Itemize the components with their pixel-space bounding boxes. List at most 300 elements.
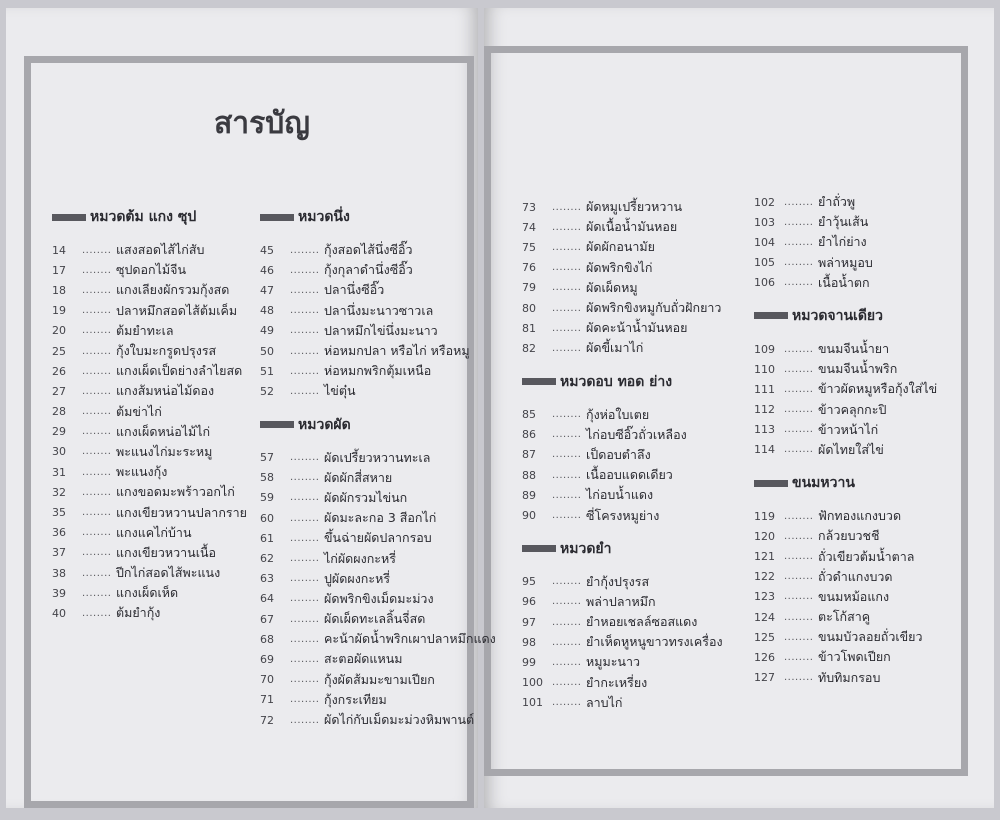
toc-entry (754, 627, 937, 647)
recipe-name: ไก่อบน้ำแดง (586, 487, 654, 503)
recipe-name: ขึ้นฉ่ายผัดปลากรอบ (324, 530, 432, 546)
toc-entry (260, 548, 496, 568)
page-number: 69 (260, 652, 274, 666)
toc-entry (260, 508, 496, 528)
toc-entry (260, 361, 496, 381)
recipe-name: ต้มข่าไก่ (116, 403, 162, 419)
leader-dots: ........ (82, 426, 112, 438)
recipe-name: ผัดเนื้อน้ำมันหอย (586, 219, 678, 235)
page-number: 75 (522, 240, 536, 254)
recipe-name: ข้าวหน้าไก่ (818, 421, 879, 437)
toc-entry (522, 485, 723, 505)
leader-dots: ........ (290, 325, 320, 337)
toc-entry (260, 649, 496, 669)
toc-entry (260, 260, 496, 280)
recipe-name: ขนมจีนน้ำยา (818, 341, 890, 357)
leader-dots: ........ (82, 284, 112, 296)
page-number: 30 (52, 445, 66, 459)
page-number: 18 (52, 283, 66, 297)
page-number: 19 (52, 304, 66, 318)
page-number: 89 (522, 488, 536, 502)
recipe-name: กุ้งใบมะกรูดปรุงรส (116, 343, 217, 359)
leader-dots: ........ (552, 576, 582, 588)
category-label: หมวดจานเดียว (792, 307, 883, 324)
recipe-name: ปลานึ่งซีอิ๊ว (324, 282, 385, 298)
page-number: 97 (522, 615, 536, 629)
recipe-name: ขนมบัวลอยถั่วเขียว (818, 629, 923, 645)
leader-dots: ........ (784, 631, 814, 643)
toc-entry (52, 563, 247, 583)
page-number: 76 (522, 261, 536, 275)
page-number: 74 (522, 220, 536, 234)
toc-entry (754, 526, 937, 546)
leader-dots: ........ (82, 406, 112, 418)
toc-entry (522, 693, 723, 713)
leader-dots: ........ (784, 551, 814, 563)
page-number: 121 (754, 550, 775, 564)
page-number: 63 (260, 572, 274, 586)
recipe-name: กล้วยบวชชี (818, 528, 880, 544)
toc-entry (52, 523, 247, 543)
toc-entry (260, 468, 496, 488)
recipe-name: ผัดพริกขิงไก่ (586, 259, 653, 275)
recipe-name: แกงเผ็ดเป็ดย่างลำไยสด (116, 363, 243, 379)
recipe-name: ไก่ผัดผงกะหรี่ (324, 550, 396, 566)
recipe-name: แกงเผ็ดเห็ด (116, 585, 179, 601)
leader-dots: ........ (82, 264, 112, 276)
leader-dots: ........ (552, 201, 582, 213)
recipe-name: ผัดไก่กับเม็ดมะม่วงหิมพานต์ (324, 712, 475, 728)
toc-entry (260, 569, 496, 589)
category-heading (260, 416, 496, 434)
toc-column-4 (754, 192, 937, 688)
recipe-name: ผัดเผ็ดทะเลลิ้นจี่สด (324, 611, 426, 627)
toc-entry (52, 502, 247, 522)
page-number: 106 (754, 276, 775, 290)
page-number: 72 (260, 713, 274, 727)
page-number: 71 (260, 693, 274, 707)
toc-entry (754, 400, 937, 420)
page-number: 50 (260, 344, 274, 358)
toc-entry (522, 592, 723, 612)
recipe-name: แกงเขียวหวานเนื้อ (116, 544, 217, 560)
page-number: 32 (52, 485, 66, 499)
page-number: 60 (260, 511, 274, 525)
page-number: 49 (260, 324, 274, 338)
page-number: 38 (52, 566, 66, 580)
leader-dots: ........ (552, 302, 582, 314)
leader-dots: ........ (784, 196, 814, 208)
toc-entry (754, 506, 937, 526)
recipe-name: ผัดเปรี้ยวหวานทะเล (324, 449, 431, 465)
recipe-name: พล่าปลาหมึก (586, 593, 656, 609)
leader-dots: ........ (290, 472, 320, 484)
recipe-name: ยำเห็ดหูหนูขาวทรงเครื่อง (586, 634, 723, 650)
page-number: 123 (754, 590, 775, 604)
toc-entry (522, 465, 723, 485)
page-number: 20 (52, 324, 66, 338)
recipe-name: ถั่วดำแกงบวด (818, 568, 893, 584)
page-number: 47 (260, 283, 274, 297)
toc-entry (52, 341, 247, 361)
page-number: 36 (52, 526, 66, 540)
recipe-name: ผัดผักสี่สหาย (324, 469, 393, 485)
leader-dots: ........ (784, 672, 814, 684)
page-number: 86 (522, 428, 536, 442)
category-heading (260, 208, 496, 226)
leader-dots: ........ (784, 424, 814, 436)
toc-entry (52, 260, 247, 280)
recipe-name: ผัดผักรวมไข่นก (324, 489, 408, 505)
recipe-name: ไก่อบซีอิ๊วถั่วเหลือง (586, 426, 687, 442)
toc-entry (260, 528, 496, 548)
toc-entry (754, 273, 937, 293)
page-number: 57 (260, 451, 274, 465)
leader-dots: ........ (290, 305, 320, 317)
toc-entry (522, 237, 723, 257)
recipe-name: ผัดเผ็ดหมู (586, 279, 638, 295)
category-heading (52, 208, 247, 226)
recipe-name: ยำกะเหรี่ยง (586, 674, 648, 690)
toc-entry (754, 212, 937, 232)
leader-dots: ........ (784, 277, 814, 289)
leader-dots: ........ (82, 587, 112, 599)
page-number: 119 (754, 509, 775, 523)
leader-dots: ........ (82, 325, 112, 337)
page-number: 90 (522, 509, 536, 523)
leader-dots: ........ (552, 596, 582, 608)
leader-dots: ........ (82, 244, 112, 256)
recipe-name: กุ้งห่อใบเตย (586, 406, 650, 422)
toc-entry (522, 258, 723, 278)
leader-dots: ........ (290, 264, 320, 276)
toc-entry (260, 609, 496, 629)
toc-entry (754, 253, 937, 273)
page-number: 88 (522, 468, 536, 482)
leader-dots: ........ (552, 469, 582, 481)
recipe-name: ห่อหมกปลา หรือไก่ หรือหมู (324, 343, 470, 359)
page-number: 81 (522, 321, 536, 335)
page-number: 80 (522, 301, 536, 315)
toc-entry (754, 647, 937, 667)
recipe-name: ข้าวโพดเปียก (818, 649, 891, 665)
recipe-name: ขนมหม้อแกง (818, 588, 890, 604)
category-heading (754, 474, 937, 492)
recipe-name: ปลานึ่งมะนาวซาวเล (324, 302, 434, 318)
leader-dots: ........ (82, 547, 112, 559)
leader-dots: ........ (82, 486, 112, 498)
leader-dots: ........ (290, 613, 320, 625)
toc-entry (754, 232, 937, 252)
recipe-name: ข้าวผัดหมูหรือกุ้งใส่ไข่ (818, 381, 938, 397)
leader-dots: ........ (552, 616, 582, 628)
page-number: 99 (522, 655, 536, 669)
leader-dots: ........ (784, 591, 814, 603)
leader-dots: ........ (290, 244, 320, 256)
toc-entry (52, 442, 247, 462)
leader-dots: ........ (784, 236, 814, 248)
page-number: 61 (260, 531, 274, 545)
leader-dots: ........ (552, 262, 582, 274)
page-number: 26 (52, 364, 66, 378)
recipe-name: ผัดพริกขิงเม็ดมะม่วง (324, 590, 434, 606)
page-number: 31 (52, 465, 66, 479)
leader-dots: ........ (784, 510, 814, 522)
recipe-name: สะตอผัดแหนม (324, 651, 403, 667)
toc-entry (52, 543, 247, 563)
page-number: 110 (754, 362, 775, 376)
page-number: 111 (754, 382, 775, 396)
recipe-name: ผัดมะละกอ 3 สีอกไก่ (324, 510, 437, 526)
toc-entry (52, 583, 247, 603)
leader-dots: ........ (552, 656, 582, 668)
recipe-name: ต้มยำทะเล (116, 322, 174, 338)
leader-dots: ........ (552, 221, 582, 233)
recipe-name: หมูมะนาว (586, 654, 641, 670)
toc-entry (260, 589, 496, 609)
toc-entry (260, 488, 496, 508)
toc-entry (52, 301, 247, 321)
recipe-name: ถั่วเขียวต้มน้ำตาล (818, 548, 915, 564)
leader-dots: ........ (784, 257, 814, 269)
recipe-name: ลาบไก่ (586, 694, 623, 710)
page-number: 87 (522, 448, 536, 462)
page-number: 124 (754, 610, 775, 624)
toc-entry (52, 422, 247, 442)
recipe-name: ผัดหมูเปรี้ยวหวาน (586, 199, 683, 215)
page-number: 58 (260, 471, 274, 485)
category-bar-icon (522, 378, 556, 385)
toc-entry (754, 379, 937, 399)
leader-dots: ........ (82, 305, 112, 317)
recipe-name: ไข่ตุ๋น (324, 383, 356, 399)
page-number: 64 (260, 592, 274, 606)
recipe-name: ปูผัดผงกะหรี่ (324, 570, 391, 586)
leader-dots: ........ (290, 593, 320, 605)
page-number: 105 (754, 256, 775, 270)
leader-dots: ........ (552, 429, 582, 441)
leader-dots: ........ (290, 553, 320, 565)
recipe-name: พล่าหมูอบ (818, 254, 873, 270)
category-bar-icon (522, 545, 556, 552)
page-number: 82 (522, 341, 536, 355)
page-number: 126 (754, 650, 775, 664)
leader-dots: ........ (552, 489, 582, 501)
toc-entry (52, 482, 247, 502)
leader-dots: ........ (290, 512, 320, 524)
recipe-name: ยำวุ้นเส้น (818, 214, 869, 230)
page-number: 85 (522, 408, 536, 422)
leader-dots: ........ (784, 611, 814, 623)
recipe-name: ผัดพริกขิงหมูกับถั่วฝักยาว (586, 300, 722, 316)
leader-dots: ........ (290, 633, 320, 645)
recipe-name: ปลาหมึกสอดไส้ต้มเค็ม (116, 302, 238, 318)
page-number: 39 (52, 586, 66, 600)
toc-entry (260, 710, 496, 730)
page-number: 120 (754, 529, 775, 543)
recipe-name: ยำไก่ย่าง (818, 234, 867, 250)
leader-dots: ........ (290, 532, 320, 544)
page-number: 14 (52, 243, 66, 257)
page-number: 27 (52, 384, 66, 398)
category-bar-icon (754, 312, 788, 319)
recipe-name: แกงขอดมะพร้าวอกไก่ (116, 484, 235, 500)
page-number: 37 (52, 546, 66, 560)
leader-dots: ........ (552, 322, 582, 334)
page-number: 67 (260, 612, 274, 626)
leader-dots: ........ (82, 607, 112, 619)
toc-entry (260, 381, 496, 401)
recipe-name: ยำกุ้งปรุงรส (586, 573, 650, 589)
leader-dots: ........ (82, 466, 112, 478)
page-number: 104 (754, 235, 775, 249)
category-heading (754, 307, 937, 325)
page-number: 79 (522, 281, 536, 295)
toc-entry (260, 448, 496, 468)
toc-column-2 (260, 208, 496, 730)
leader-dots: ........ (82, 345, 112, 357)
recipe-name: พะแนงไก่มะระหมู (116, 443, 213, 459)
page-number: 98 (522, 635, 536, 649)
leader-dots: ........ (290, 345, 320, 357)
page-number: 48 (260, 304, 274, 318)
toc-entry (522, 298, 723, 318)
leader-dots: ........ (290, 365, 320, 377)
leader-dots: ........ (290, 573, 320, 585)
recipe-name: เนื้อน้ำตก (818, 274, 870, 290)
page-number: 28 (52, 405, 66, 419)
page-number: 122 (754, 570, 775, 584)
toc-entry (522, 278, 723, 298)
recipe-name: กุ้งสอดไส้นึ่งซีอิ๊ว (324, 242, 413, 258)
leader-dots: ........ (290, 674, 320, 686)
leader-dots: ........ (290, 694, 320, 706)
toc-entry (754, 192, 937, 212)
page-number: 112 (754, 403, 775, 417)
toc-entry (52, 402, 247, 422)
toc-entry (522, 632, 723, 652)
leader-dots: ........ (552, 409, 582, 421)
page-number: 70 (260, 673, 274, 687)
toc-entry (522, 445, 723, 465)
recipe-name: เนื้ออบแดดเดียว (586, 467, 673, 483)
toc-entry (260, 341, 496, 361)
page-number: 25 (52, 344, 66, 358)
toc-entry (754, 587, 937, 607)
page-number: 100 (522, 676, 543, 690)
leader-dots: ........ (552, 282, 582, 294)
toc-entry (522, 338, 723, 358)
page-number: 109 (754, 342, 775, 356)
recipe-name: ซุปดอกไม้จีน (116, 262, 187, 278)
page-number: 73 (522, 200, 536, 214)
toc-entry (260, 629, 496, 649)
toc-entry (754, 567, 937, 587)
page-number: 96 (522, 595, 536, 609)
page-title: สารบัญ (214, 106, 310, 141)
leader-dots: ........ (784, 383, 814, 395)
toc-entry (754, 359, 937, 379)
toc-column-1 (52, 208, 247, 624)
toc-entry (260, 690, 496, 710)
leader-dots: ........ (82, 385, 112, 397)
category-label: หมวดยำ (560, 540, 612, 557)
category-bar-icon (754, 480, 788, 487)
page-number: 45 (260, 243, 274, 257)
category-label: หมวดนึ่ง (298, 209, 350, 225)
toc-entry (522, 572, 723, 592)
page-number: 17 (52, 263, 66, 277)
toc-entry (754, 607, 937, 627)
toc-entry (754, 546, 937, 566)
leader-dots: ........ (552, 697, 582, 709)
recipe-name: ต้มยำกุ้ง (116, 605, 161, 621)
page-number: 95 (522, 575, 536, 589)
toc-column-3 (522, 197, 723, 713)
page-number: 62 (260, 552, 274, 566)
toc-entry (522, 612, 723, 632)
leader-dots: ........ (290, 452, 320, 464)
toc-entry (522, 425, 723, 445)
category-label: ขนมหวาน (792, 475, 855, 492)
recipe-name: ยำหอยเชลล์ซอสแดง (586, 614, 698, 630)
recipe-name: แกงเขียวหวานปลากราย (116, 504, 247, 520)
toc-entry (522, 197, 723, 217)
page-number: 102 (754, 195, 775, 209)
leader-dots: ........ (784, 404, 814, 416)
leader-dots: ........ (784, 530, 814, 542)
leader-dots: ........ (552, 677, 582, 689)
leader-dots: ........ (784, 343, 814, 355)
leader-dots: ........ (290, 284, 320, 296)
toc-entry (260, 280, 496, 300)
category-bar-icon (260, 214, 294, 221)
recipe-name: ตะโก้สาคู (818, 609, 871, 625)
toc-entry (52, 280, 247, 300)
leader-dots: ........ (82, 567, 112, 579)
toc-entry (522, 673, 723, 693)
toc-entry (522, 652, 723, 672)
recipe-name: ห่อหมกพริกตุ้มเหนือ (324, 363, 432, 379)
toc-entry (522, 405, 723, 425)
leader-dots: ........ (82, 446, 112, 458)
toc-entry (754, 420, 937, 440)
page-number: 46 (260, 263, 274, 277)
toc-entry (52, 603, 247, 623)
recipe-name: เป็ดอบตำลึง (586, 446, 651, 462)
page-number: 101 (522, 696, 543, 710)
leader-dots: ........ (784, 444, 814, 456)
leader-dots: ........ (82, 365, 112, 377)
toc-entry (754, 440, 937, 460)
recipe-name: กุ้งกระเทียม (324, 691, 387, 707)
recipe-name: ยำถั่วพู (818, 194, 856, 210)
category-heading (522, 373, 723, 391)
recipe-name: ปลาหมึกไข่นึ่งมะนาว (324, 322, 438, 338)
page-number: 113 (754, 423, 775, 437)
recipe-name: แกงส้มหน่อไม้ดอง (116, 383, 215, 399)
recipe-name: แสงสอดไส้ไก่สับ (116, 242, 205, 258)
toc-entry (260, 301, 496, 321)
category-bar-icon (260, 421, 294, 428)
toc-entry (52, 462, 247, 482)
leader-dots: ........ (784, 363, 814, 375)
page-number: 35 (52, 506, 66, 520)
leader-dots: ........ (784, 571, 814, 583)
recipe-name: ผัดไทยใส่ไข่ (818, 441, 884, 457)
toc-entry (754, 668, 937, 688)
recipe-name: แกงแคไก่บ้าน (116, 524, 192, 540)
